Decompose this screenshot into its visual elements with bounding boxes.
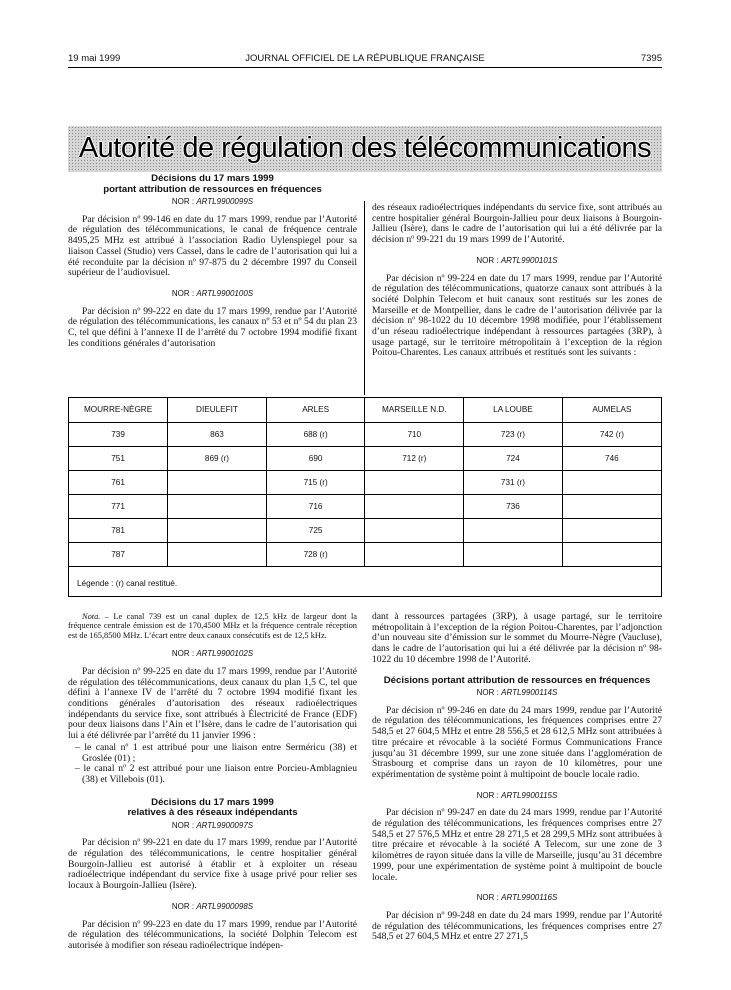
table-cell xyxy=(562,518,661,542)
decision-paragraph: Par décision nº 99-221 en date du 17 mars 1999, rendue par l’Autorité de régulation des télécommunications, le centre hospitalier général Bourgoin-Jallieu est autorisé à établir et à exploiter un réseau radioélectrique indépendant du service fixe à usage privé pour relier ses locaux à Bourgoin-Jallieu (Isère). xyxy=(68,837,357,892)
table-cell xyxy=(168,470,267,494)
table-cell: 742 (r) xyxy=(562,422,661,446)
table-row xyxy=(69,542,661,566)
table-row xyxy=(69,518,661,542)
nota-text: Le canal 739 est un canal duplex de 12,5 kHz de largeur dont la fréquence centrale émission est de 170,4500 MHz et la fréquence centrale réception est de 165,8500 MHz. L’écart entre deux canaux consécutifs est de 12,5 kHz. xyxy=(68,612,357,640)
nor-label: NOR : xyxy=(171,901,195,911)
table-cell xyxy=(168,542,267,566)
column-header: ARLES xyxy=(266,398,365,422)
table-legend: Légende : (r) canal restitué. xyxy=(77,579,178,588)
column-header: DIEULEFIT xyxy=(168,398,267,422)
table-cell xyxy=(562,470,661,494)
decision-paragraph: Par décision nº 99-247 en date du 24 mars 1999, rendue par l’Autorité de régulation des télécommunications, les fréquences comprises entre 27 548,5 et 27 576,5 MHz et entre 28 271,5 et 28 299,5 MHz sont attribuées à titre précaire et révocable à la société A Telecom, sur une zone de 3 kilomètres de rayon située dans la ville de Marseille, jusqu’au 31 décembre 1999, pour une expérimentation de système point à multipoint de boucle locale. xyxy=(372,807,662,883)
nor-label: NOR : xyxy=(476,688,499,698)
nor-code: ARTL9900115S xyxy=(501,790,558,800)
section-banner xyxy=(68,126,662,172)
table-cell: 728 (r) xyxy=(266,542,365,566)
nor-label: NOR : xyxy=(476,893,499,903)
nor-reference xyxy=(372,256,662,267)
table-cell: 787 xyxy=(69,542,168,566)
nor-code: ARTL9900116S xyxy=(501,893,558,903)
table-cell xyxy=(562,542,661,566)
table-row xyxy=(69,422,661,446)
table-cell: 712 (r) xyxy=(365,446,464,470)
nor-label: NOR : xyxy=(171,197,195,206)
decision-paragraph: Par décision nº 99-146 en date du 17 mars 1999, rendue par l’Autorité de régulation des télécommunications, le canal de fréquence centrale 8495,25 MHz est attribué à l’association Radio Uylenspiegel pour sa liaison Cassel (Studio) vers Cassel, dans le cadre de l’autorisation qui lui a été reconduite par la décision nº 97-875 du 2 décembre 1997 du Conseil supérieur de l’audiovisuel. xyxy=(68,213,357,279)
table-cell: 736 xyxy=(464,494,563,518)
table-cell: 781 xyxy=(69,518,168,542)
nor-reference xyxy=(68,821,357,832)
header-rule xyxy=(68,67,662,68)
column-header: AUMELAS xyxy=(562,398,661,422)
decision-paragraph: Par décision nº 99-248 en date du 24 mars 1999, rendue par l’Autorité de régulation des télécommunications, les fréquences comprises entre 27 548,5 et 27 604,5 MHz et entre 27 271,5 xyxy=(372,909,662,943)
channel-table-grid xyxy=(69,398,661,567)
table-cell xyxy=(562,494,661,518)
table-cell: 724 xyxy=(464,446,563,470)
nor-reference xyxy=(68,902,357,913)
table-row xyxy=(69,494,661,518)
table-cell xyxy=(168,494,267,518)
table-cell xyxy=(168,518,267,542)
nor-code: ARTL9900101S xyxy=(500,255,558,265)
table-cell: 863 xyxy=(168,422,267,446)
decision-paragraph: Par décision nº 99-225 en date du 17 mars 1999, rendue par l’Autorité de régulation des télécommunications, deux canaux du plan 1,5 C, tel que défini à l’annexe IV de l’arrêté du 7 octobre 1994 modifié fixant les conditions générales d’autorisation des réseaux radioélectriques indépendants du service fixe, sont attribués à Électricité de France (EDF) pour deux liaisons dans l’Ain et l’Isère, dans le cadre de l’autorisation qui lui a été délivrée par l’arrêté du 11 janvier 1996 : xyxy=(68,665,357,742)
section-title-line: Décisions du 17 mars 1999 xyxy=(151,173,274,184)
table-cell xyxy=(365,470,464,494)
table-row xyxy=(69,470,661,494)
nor-code: ARTL9900098S xyxy=(196,901,254,911)
channel-table xyxy=(68,397,662,597)
section-title xyxy=(68,174,357,195)
nor-label: NOR : xyxy=(476,790,499,800)
section-title xyxy=(68,798,357,819)
column-header: MOURRE-NÈGRE xyxy=(69,398,168,422)
column-divider xyxy=(364,201,365,395)
nor-code: ARTL9900114S xyxy=(501,688,558,698)
nor-reference xyxy=(372,893,662,904)
table-cell: 731 (r) xyxy=(464,470,563,494)
header-page-number: 7395 xyxy=(640,53,662,64)
nor-code: ARTL9900102S xyxy=(196,649,254,659)
table-cell xyxy=(365,494,464,518)
section-title-line: Décisions du 17 mars 1999 xyxy=(151,796,274,808)
nor-label: NOR : xyxy=(171,649,195,659)
top-right-column xyxy=(372,203,662,366)
banner-title: Autorité de régulation des télécommunications xyxy=(78,132,652,164)
table-cell: 739 xyxy=(69,422,168,446)
bottom-left-column xyxy=(68,612,357,959)
list-item: – le canal nº 2 est attribué pour une liaison entre Porcieu-Amblagnieu (38) et Villebois (01). xyxy=(75,763,357,785)
nor-reference xyxy=(68,197,357,208)
table-cell: 771 xyxy=(69,494,168,518)
nor-reference xyxy=(372,688,662,699)
decision-paragraph: Par décision nº 99-224 en date du 17 mars 1999, rendue par l’Autorité de régulation des télécommunications, quatorze canaux sont attribués à la société Dolphin Telecom et huit canaux sont restitués sur les zones de Marseille et de Montpellier, dans le cadre de l’autorisation délivrée par la décision nº 98-1022 du 10 décembre 1998 modifiée, pour l’établissement d’un réseau radioélectrique indépendant à ressources partagées (3RP), à usage partagé, sur le territoire métropolitain à l’exception de la région Poitou-Charentes. Les canaux attribués et restitués sont les suivants : xyxy=(372,272,662,359)
table-cell: 723 (r) xyxy=(464,422,563,446)
list-item: – le canal nº 1 est attribué pour une liaison entre Serméricu (38) et Groslée (01) ; xyxy=(75,741,357,764)
nor-reference xyxy=(68,289,357,300)
table-cell: 725 xyxy=(266,518,365,542)
decision-paragraph: Par décision nº 99-246 en date du 24 mars 1999, rendue par l’Autorité de régulation des télécommunications, les fréquences comprises entre 27 548,5 et 27 604,5 MHz et entre 28 556,5 et 28 612,5 MHz sont attribuées à titre précaire et révocable à la société Formus Communications France jusqu’au 31 décembre 1999, sur une zone située dans l’agglomération de Strasbourg et comprise dans un rayon de 10 kilomètres, pour une expérimentation de système point à multipoint de boucle locale radio. xyxy=(372,704,662,780)
column-header: MARSEILLE N.D. xyxy=(365,398,464,422)
table-cell: 746 xyxy=(562,446,661,470)
table-cell xyxy=(365,542,464,566)
table-cell: 751 xyxy=(69,446,168,470)
nor-code: ARTL9900097S xyxy=(196,820,254,830)
top-left-column xyxy=(68,174,357,356)
table-header-row xyxy=(69,398,661,422)
running-header xyxy=(68,53,662,67)
nota-note xyxy=(68,612,357,640)
table-cell: 869 (r) xyxy=(168,446,267,470)
nor-code: ARTL9900100S xyxy=(196,288,254,298)
nor-reference xyxy=(372,791,662,802)
bottom-right-column xyxy=(372,612,662,950)
section-title-line: portant attribution de ressources en fréquences xyxy=(103,183,322,195)
nor-code: ARTL9900099S xyxy=(196,197,254,206)
nor-label: NOR : xyxy=(476,255,499,265)
table-row xyxy=(69,446,661,470)
table-cell: 688 (r) xyxy=(266,422,365,446)
nor-label: NOR : xyxy=(171,288,195,298)
column-header: LA LOUBE xyxy=(464,398,563,422)
decision-paragraph: Par décision nº 99-222 en date du 17 mars 1999, rendue par l’Autorité de régulation des télécommunications, les canaux nº 53 et nº 54 du plan 23 C, tel que défini à l’annexe II de l’arrêté du 7 octobre 1994 modifié fixant les conditions générales d’autorisation xyxy=(68,305,357,349)
decision-paragraph: Par décision nº 99-223 en date du 17 mars 1999, rendue par l’Autorité de régulation des télécommunications, la société Dolphin Telecom est autorisée à modifier son réseau radioélectrique indépen- xyxy=(68,918,357,951)
table-cell: 710 xyxy=(365,422,464,446)
decision-paragraph-continued: des réseaux radioélectriques indépendants du service fixe, sont attribués au centre hospitalier général Bourgoin-Jallieu pour deux liaisons à Bourgoin-Jallieu (Isère), dans le cadre de l’autorisation qui lui a été délivrée par la décision nº 99-221 du 19 mars 1999 de l’Autorité. xyxy=(372,202,662,246)
table-cell: 716 xyxy=(266,494,365,518)
decision-paragraph-continued: dant à ressources partagées (3RP), à usage partagé, sur le territoire métropolitain à l’exception de la région Poitou-Charentes, par l’adjonction d’un nouveau site d’émission sur le sommet du Mourre-Nègre (Vaucluse), dans le cadre de l’autorisation qui lui a été délivrée par la décision nº 98-1022 du 10 décembre 1998 de l’Autorité. xyxy=(372,611,662,665)
nor-label: NOR : xyxy=(171,820,195,830)
table-cell xyxy=(464,518,563,542)
table-cell: 690 xyxy=(266,446,365,470)
channel-list xyxy=(68,743,357,786)
section-title-line: relatives à des réseaux indépendants xyxy=(127,807,298,819)
table-cell xyxy=(464,542,563,566)
header-date: 19 mai 1999 xyxy=(68,53,121,64)
nota-label: Nota. – xyxy=(82,612,109,621)
table-cell: 715 (r) xyxy=(266,470,365,494)
table-cell xyxy=(365,518,464,542)
nor-reference xyxy=(68,649,357,660)
header-journal-title: JOURNAL OFFICIEL DE LA RÉPUBLIQUE FRANÇAISE xyxy=(245,53,485,64)
section-title: Décisions portant attribution de ressources en fréquences xyxy=(383,674,651,686)
table-cell: 761 xyxy=(69,470,168,494)
